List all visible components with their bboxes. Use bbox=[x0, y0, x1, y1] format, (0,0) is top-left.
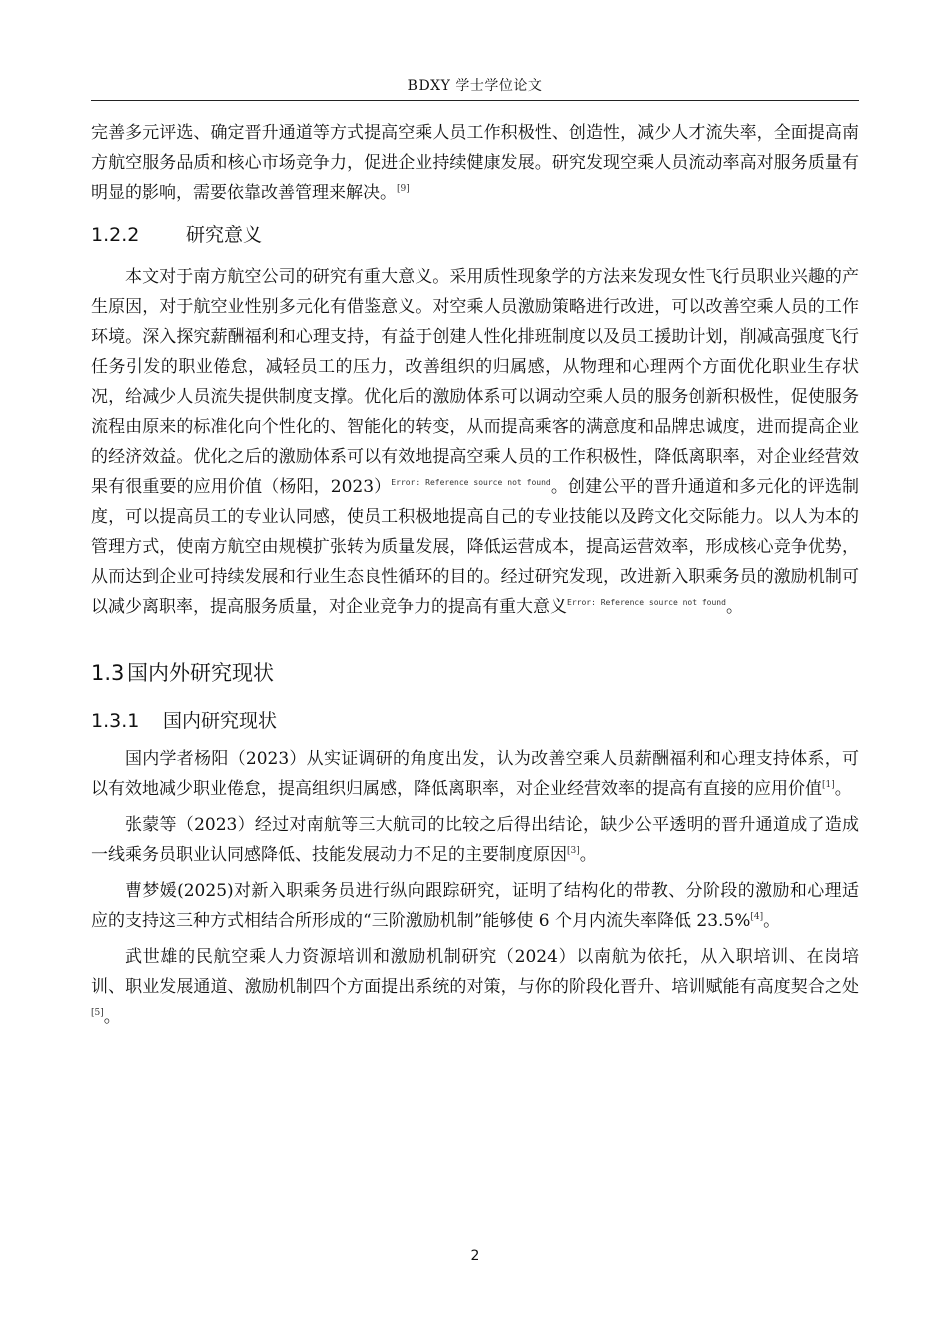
section-title: 国内研究现状 bbox=[163, 710, 278, 732]
section-heading-1-2-2 bbox=[91, 220, 859, 250]
page-number: 2 bbox=[470, 1248, 480, 1264]
header-divider bbox=[91, 100, 859, 101]
cao-paragraph bbox=[91, 876, 859, 936]
significance-text-2: 。创建公平的晋升通道和多元化的评选制度，可以提高员工的专业认同感，使员工积极地提高自己的专业技能以及跨文化交际能力。以人为本的管理方式，使南方航空由规模扩张转为质量发展，降低运营成本，提高运营效率，形成核心竞争优势，从而达到企业可持续发展和行业生态良性循环的目的。经过研究发现，改进新入职乘务员的激励机制可以减少离职率，提高服务质量，对企业竞争力的提高有重大意义 bbox=[91, 477, 859, 617]
citation-ref[interactable]: [1] bbox=[822, 780, 835, 790]
citation-ref[interactable]: [3] bbox=[567, 846, 580, 856]
page-body bbox=[91, 118, 859, 1032]
period: 。 bbox=[763, 911, 781, 931]
cao-text: 曹梦媛(2025)对新入职乘务员进行纵向跟踪研究，证明了结构化的带教、分阶段的激励和心理适应的支持这三种方式相结合所形成的“三阶激励机制”能够使 6 个月内流失率降低 23.5% bbox=[91, 881, 859, 931]
section-number: 1.2.2 bbox=[91, 224, 140, 246]
wu-text: 武世雄的民航空乘人力资源培训和激励机制研究（2024）以南航为依托，从入职培训、在岗培训、职业发展通道、激励机制四个方面提出系统的对策，与你的阶段化晋升、培训赋能有高度契合之处 bbox=[91, 947, 859, 997]
period: 。 bbox=[103, 1007, 121, 1027]
zhang-text: 张蒙等（2023）经过对南航等三大航司的比较之后得出结论，缺少公平透明的晋升通道成了造成一线乘务员职业认同感降低、技能发展动力不足的主要制度原因 bbox=[91, 815, 859, 865]
citation-ref[interactable]: [9] bbox=[397, 184, 410, 194]
section-heading-1-3-1 bbox=[91, 706, 859, 736]
intro-paragraph bbox=[91, 118, 859, 208]
citation-ref[interactable]: [4] bbox=[750, 912, 764, 922]
significance-text-3: 。 bbox=[725, 597, 743, 617]
section-title: 国内外研究现状 bbox=[127, 661, 274, 685]
running-header: BDXY 学士学位论文 bbox=[407, 78, 543, 94]
section-number: 1.3.1 bbox=[91, 710, 140, 732]
section-heading-1-3 bbox=[91, 658, 859, 688]
period: 。 bbox=[834, 779, 852, 799]
reference-error: Error: Reference source not found bbox=[567, 598, 726, 607]
zhang-paragraph bbox=[91, 810, 859, 870]
yang-text: 国内学者杨阳（2023）从实证调研的角度出发，认为改善空乘人员薪酬福利和心理支持体系，可以有效地减少职业倦怠，提高组织归属感，降低离职率，对企业经营效率的提高有直接的应用价值 bbox=[91, 749, 859, 799]
section-number: 1.3 bbox=[91, 661, 125, 685]
citation-ref[interactable]: [5] bbox=[91, 1008, 104, 1018]
section-title: 研究意义 bbox=[186, 224, 263, 246]
wu-paragraph bbox=[91, 942, 859, 1032]
significance-text-1: 本文对于南方航空公司的研究有重大意义。采用质性现象学的方法来发现女性飞行员职业兴趣的产生原因，对于航空业性别多元化有借鉴意义。对空乘人员激励策略进行改进，可以改善空乘人员的工作环境。深入探究薪酬福利和心理支持，有益于创建人性化排班制度以及员工援助计划，削减高强度飞行任务引发的职业倦怠，减轻员工的压力，改善组织的归属感，从物理和心理两个方面优化职业生存状况，给减少人员流失提供制度支撑。优化后的激励体系可以调动空乘人员的服务创新积极性，促使服务流程由原来的标准化向个性化的、智能化的转变，从而提高乘客的满意度和品牌忠诚度，进而提高企业的经济效益。优化之后的激励体系可以有效地提高空乘人员的工作积极性，降低离职率，对企业经营效果有很重要的应用价值（杨阳，2023） bbox=[91, 267, 859, 497]
significance-paragraph bbox=[91, 262, 859, 622]
period: 。 bbox=[579, 845, 597, 865]
reference-error: Error: Reference source not found bbox=[391, 478, 551, 487]
intro-text: 完善多元评选、确定晋升通道等方式提高空乘人员工作积极性、创造性，减少人才流失率，全面提高南方航空服务品质和核心市场竞争力，促进企业持续健康发展。研究发现空乘人员流动率高对服务质量有明显的影响，需要依靠改善管理来解决。 bbox=[91, 123, 859, 203]
yang-paragraph bbox=[91, 744, 859, 804]
